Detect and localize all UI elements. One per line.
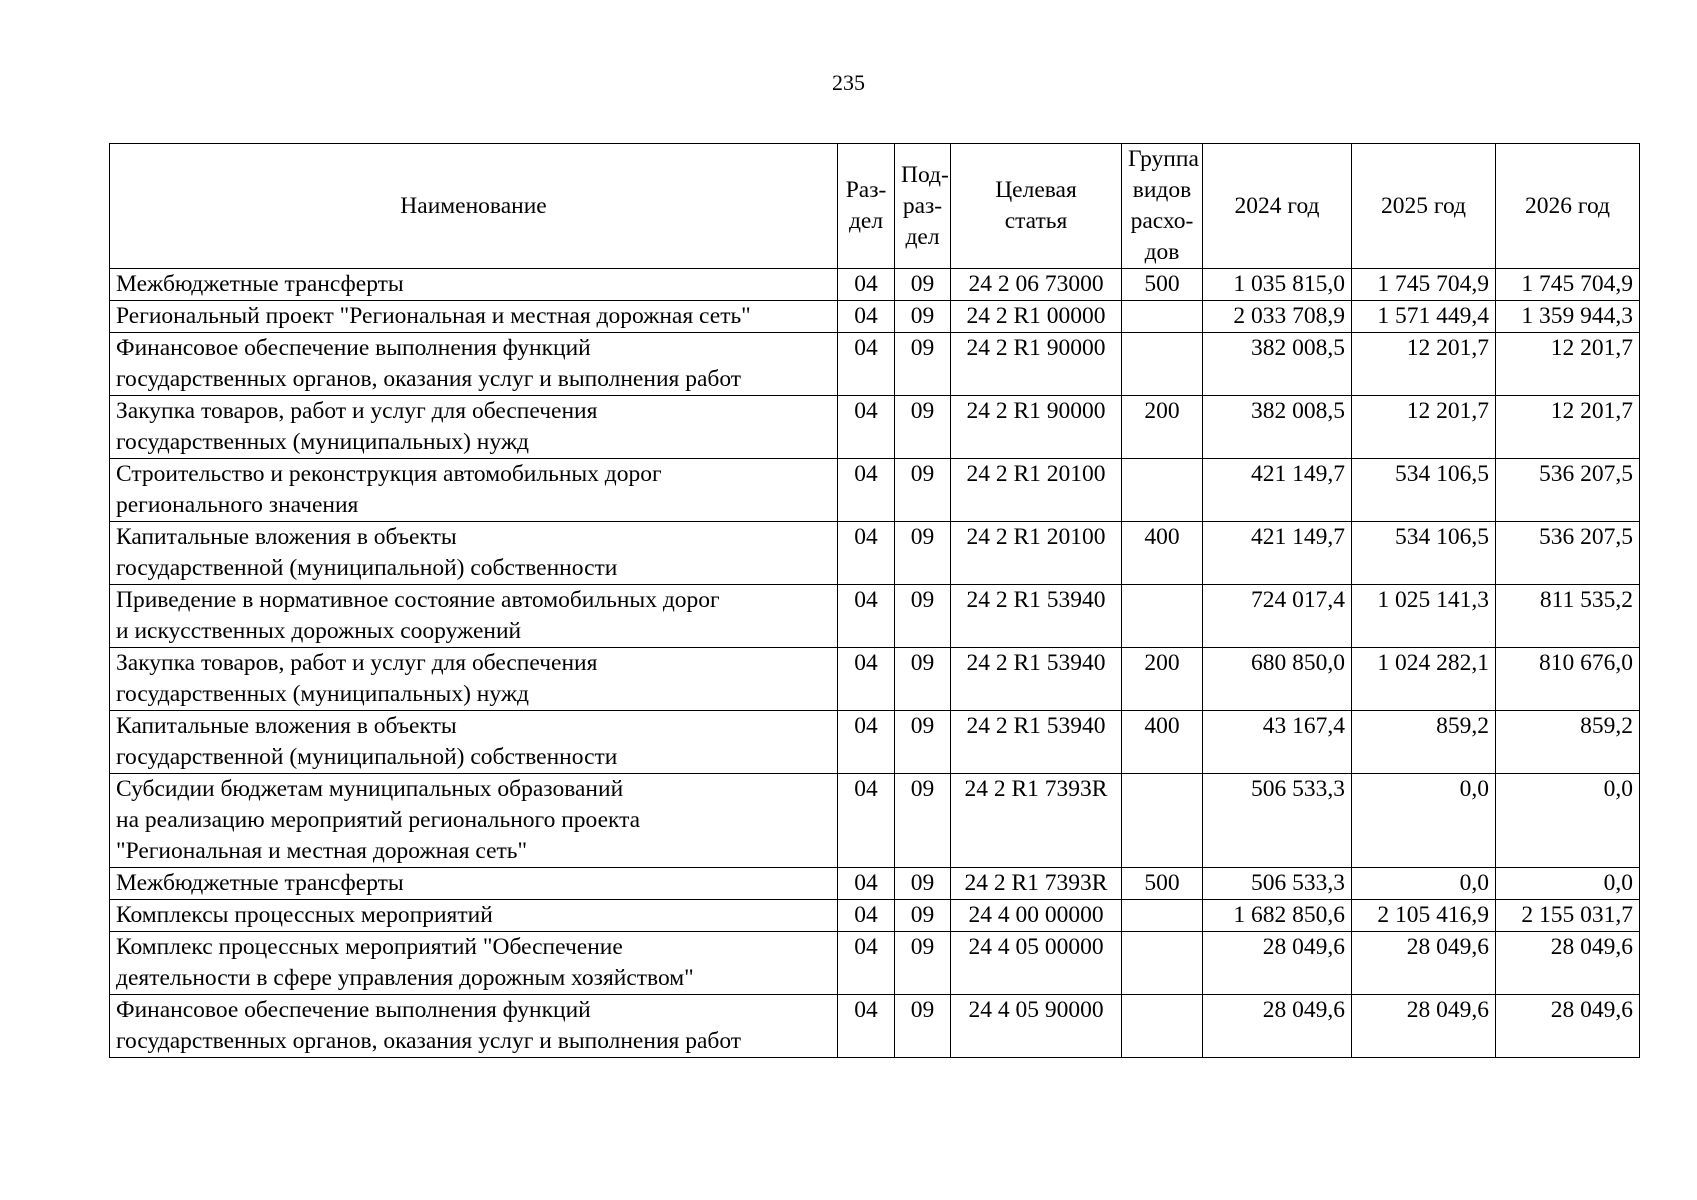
row-2025-amount-cell: 12 201,7 bbox=[1352, 396, 1496, 459]
row-2025-amount-cell: 1 571 449,4 bbox=[1352, 301, 1496, 333]
row-2025-amount-cell: 534 106,5 bbox=[1352, 522, 1496, 585]
row-target-article-cell: 24 2 R1 00000 bbox=[951, 301, 1122, 333]
row-subsection-cell: 09 bbox=[895, 585, 951, 648]
row-subsection-cell: 09 bbox=[895, 333, 951, 396]
table-row bbox=[110, 932, 1640, 995]
row-expense-group-cell bbox=[1122, 301, 1203, 333]
table-row bbox=[110, 900, 1640, 932]
row-subsection-cell: 09 bbox=[895, 932, 951, 995]
row-2025-amount-cell: 0,0 bbox=[1352, 774, 1496, 868]
row-expense-group-cell: 200 bbox=[1122, 396, 1203, 459]
row-2025-amount-cell: 28 049,6 bbox=[1352, 932, 1496, 995]
row-2025-amount-cell: 28 049,6 bbox=[1352, 995, 1496, 1058]
row-target-article-cell: 24 2 R1 53940 bbox=[951, 585, 1122, 648]
table-body bbox=[110, 269, 1640, 1058]
header-year-2025: 2025 год bbox=[1352, 144, 1496, 269]
table-row bbox=[110, 868, 1640, 900]
row-section-cell: 04 bbox=[838, 333, 895, 396]
row-expense-group-cell: 500 bbox=[1122, 269, 1203, 301]
row-2025-amount-cell: 859,2 bbox=[1352, 711, 1496, 774]
row-section-cell: 04 bbox=[838, 900, 895, 932]
row-2025-amount-cell: 0,0 bbox=[1352, 868, 1496, 900]
row-subsection-cell: 09 bbox=[895, 459, 951, 522]
row-2024-amount-cell: 1 035 815,0 bbox=[1203, 269, 1352, 301]
row-2026-amount-cell: 12 201,7 bbox=[1496, 396, 1640, 459]
row-name-cell: Региональный проект "Региональная и местная дорожная сеть" bbox=[110, 301, 838, 333]
row-2024-amount-cell: 680 850,0 bbox=[1203, 648, 1352, 711]
row-name-cell: Приведение в нормативное состояние автомобильных дорог и искусственных дорожных сооружений bbox=[110, 585, 838, 648]
row-subsection-cell: 09 bbox=[895, 774, 951, 868]
header-expense-group: Группа видов расхо- дов bbox=[1122, 144, 1203, 269]
row-name-cell: Капитальные вложения в объекты государственной (муниципальной) собственности bbox=[110, 522, 838, 585]
row-expense-group-cell bbox=[1122, 995, 1203, 1058]
row-2024-amount-cell: 28 049,6 bbox=[1203, 995, 1352, 1058]
row-expense-group-cell: 500 bbox=[1122, 868, 1203, 900]
row-2024-amount-cell: 506 533,3 bbox=[1203, 774, 1352, 868]
table-row bbox=[110, 396, 1640, 459]
row-subsection-cell: 09 bbox=[895, 522, 951, 585]
header-year-2024: 2024 год bbox=[1203, 144, 1352, 269]
row-target-article-cell: 24 2 R1 7393R bbox=[951, 774, 1122, 868]
header-section: Раз- дел bbox=[838, 144, 895, 269]
row-name-cell: Строительство и реконструкция автомобильных дорог регионального значения bbox=[110, 459, 838, 522]
row-name-cell: Финансовое обеспечение выполнения функций государственных органов, оказания услуг и выполнения работ bbox=[110, 995, 838, 1058]
row-target-article-cell: 24 2 R1 7393R bbox=[951, 868, 1122, 900]
row-subsection-cell: 09 bbox=[895, 995, 951, 1058]
row-2026-amount-cell: 859,2 bbox=[1496, 711, 1640, 774]
row-section-cell: 04 bbox=[838, 774, 895, 868]
header-target-article: Целевая статья bbox=[951, 144, 1122, 269]
row-expense-group-cell: 400 bbox=[1122, 711, 1203, 774]
row-2025-amount-cell: 1 745 704,9 bbox=[1352, 269, 1496, 301]
table-row bbox=[110, 585, 1640, 648]
row-section-cell: 04 bbox=[838, 269, 895, 301]
header-row bbox=[110, 144, 1640, 269]
row-target-article-cell: 24 2 R1 90000 bbox=[951, 396, 1122, 459]
row-subsection-cell: 09 bbox=[895, 900, 951, 932]
row-2026-amount-cell: 1 745 704,9 bbox=[1496, 269, 1640, 301]
row-section-cell: 04 bbox=[838, 932, 895, 995]
row-expense-group-cell bbox=[1122, 585, 1203, 648]
row-expense-group-cell: 400 bbox=[1122, 522, 1203, 585]
table-row bbox=[110, 333, 1640, 396]
row-subsection-cell: 09 bbox=[895, 301, 951, 333]
row-target-article-cell: 24 4 05 00000 bbox=[951, 932, 1122, 995]
row-2024-amount-cell: 421 149,7 bbox=[1203, 459, 1352, 522]
row-section-cell: 04 bbox=[838, 648, 895, 711]
row-2024-amount-cell: 506 533,3 bbox=[1203, 868, 1352, 900]
row-target-article-cell: 24 2 R1 53940 bbox=[951, 648, 1122, 711]
row-name-cell: Закупка товаров, работ и услуг для обеспечения государственных (муниципальных) нужд bbox=[110, 396, 838, 459]
row-expense-group-cell bbox=[1122, 459, 1203, 522]
table-row bbox=[110, 459, 1640, 522]
row-2026-amount-cell: 28 049,6 bbox=[1496, 995, 1640, 1058]
budget-table bbox=[109, 143, 1640, 1058]
row-2024-amount-cell: 421 149,7 bbox=[1203, 522, 1352, 585]
table-row bbox=[110, 522, 1640, 585]
row-subsection-cell: 09 bbox=[895, 711, 951, 774]
row-2026-amount-cell: 810 676,0 bbox=[1496, 648, 1640, 711]
row-name-cell: Субсидии бюджетам муниципальных образований на реализацию мероприятий регионального проекта "Региональная и местная дорожная сеть" bbox=[110, 774, 838, 868]
row-2025-amount-cell: 534 106,5 bbox=[1352, 459, 1496, 522]
row-section-cell: 04 bbox=[838, 995, 895, 1058]
row-section-cell: 04 bbox=[838, 301, 895, 333]
row-2026-amount-cell: 536 207,5 bbox=[1496, 459, 1640, 522]
row-2026-amount-cell: 1 359 944,3 bbox=[1496, 301, 1640, 333]
row-2024-amount-cell: 382 008,5 bbox=[1203, 396, 1352, 459]
row-name-cell: Комплекс процессных мероприятий "Обеспечение деятельности в сфере управления дорожным хозяйством" bbox=[110, 932, 838, 995]
header-name: Наименование bbox=[110, 144, 838, 269]
row-expense-group-cell bbox=[1122, 900, 1203, 932]
table-row bbox=[110, 774, 1640, 868]
table-row bbox=[110, 995, 1640, 1058]
row-target-article-cell: 24 2 R1 90000 bbox=[951, 333, 1122, 396]
row-section-cell: 04 bbox=[838, 396, 895, 459]
row-section-cell: 04 bbox=[838, 868, 895, 900]
row-expense-group-cell bbox=[1122, 333, 1203, 396]
row-subsection-cell: 09 bbox=[895, 648, 951, 711]
row-2024-amount-cell: 43 167,4 bbox=[1203, 711, 1352, 774]
row-2025-amount-cell: 2 105 416,9 bbox=[1352, 900, 1496, 932]
row-2025-amount-cell: 1 024 282,1 bbox=[1352, 648, 1496, 711]
row-2026-amount-cell: 12 201,7 bbox=[1496, 333, 1640, 396]
row-target-article-cell: 24 2 R1 20100 bbox=[951, 522, 1122, 585]
table-row bbox=[110, 648, 1640, 711]
row-2026-amount-cell: 0,0 bbox=[1496, 774, 1640, 868]
row-target-article-cell: 24 2 R1 53940 bbox=[951, 711, 1122, 774]
row-name-cell: Финансовое обеспечение выполнения функций государственных органов, оказания услуг и выполнения работ bbox=[110, 333, 838, 396]
row-name-cell: Капитальные вложения в объекты государственной (муниципальной) собственности bbox=[110, 711, 838, 774]
row-2024-amount-cell: 28 049,6 bbox=[1203, 932, 1352, 995]
page-number: 235 bbox=[832, 70, 865, 95]
row-target-article-cell: 24 2 06 73000 bbox=[951, 269, 1122, 301]
row-2026-amount-cell: 28 049,6 bbox=[1496, 932, 1640, 995]
row-expense-group-cell bbox=[1122, 932, 1203, 995]
header-year-2026: 2026 год bbox=[1496, 144, 1640, 269]
row-2026-amount-cell: 2 155 031,7 bbox=[1496, 900, 1640, 932]
row-name-cell: Межбюджетные трансферты bbox=[110, 269, 838, 301]
row-section-cell: 04 bbox=[838, 711, 895, 774]
header-subsection: Под- раз- дел bbox=[895, 144, 951, 269]
row-2025-amount-cell: 1 025 141,3 bbox=[1352, 585, 1496, 648]
table-row bbox=[110, 301, 1640, 333]
row-2024-amount-cell: 724 017,4 bbox=[1203, 585, 1352, 648]
row-target-article-cell: 24 2 R1 20100 bbox=[951, 459, 1122, 522]
row-2026-amount-cell: 811 535,2 bbox=[1496, 585, 1640, 648]
row-target-article-cell: 24 4 05 90000 bbox=[951, 995, 1122, 1058]
row-2024-amount-cell: 1 682 850,6 bbox=[1203, 900, 1352, 932]
row-2024-amount-cell: 382 008,5 bbox=[1203, 333, 1352, 396]
row-expense-group-cell bbox=[1122, 774, 1203, 868]
row-name-cell: Межбюджетные трансферты bbox=[110, 868, 838, 900]
row-section-cell: 04 bbox=[838, 459, 895, 522]
row-subsection-cell: 09 bbox=[895, 868, 951, 900]
table-row bbox=[110, 269, 1640, 301]
table-row bbox=[110, 711, 1640, 774]
row-name-cell: Закупка товаров, работ и услуг для обеспечения государственных (муниципальных) нужд bbox=[110, 648, 838, 711]
row-section-cell: 04 bbox=[838, 585, 895, 648]
row-name-cell: Комплексы процессных мероприятий bbox=[110, 900, 838, 932]
row-section-cell: 04 bbox=[838, 522, 895, 585]
row-target-article-cell: 24 4 00 00000 bbox=[951, 900, 1122, 932]
row-2025-amount-cell: 12 201,7 bbox=[1352, 333, 1496, 396]
row-2026-amount-cell: 0,0 bbox=[1496, 868, 1640, 900]
row-2026-amount-cell: 536 207,5 bbox=[1496, 522, 1640, 585]
row-expense-group-cell: 200 bbox=[1122, 648, 1203, 711]
row-subsection-cell: 09 bbox=[895, 396, 951, 459]
row-subsection-cell: 09 bbox=[895, 269, 951, 301]
row-2024-amount-cell: 2 033 708,9 bbox=[1203, 301, 1352, 333]
